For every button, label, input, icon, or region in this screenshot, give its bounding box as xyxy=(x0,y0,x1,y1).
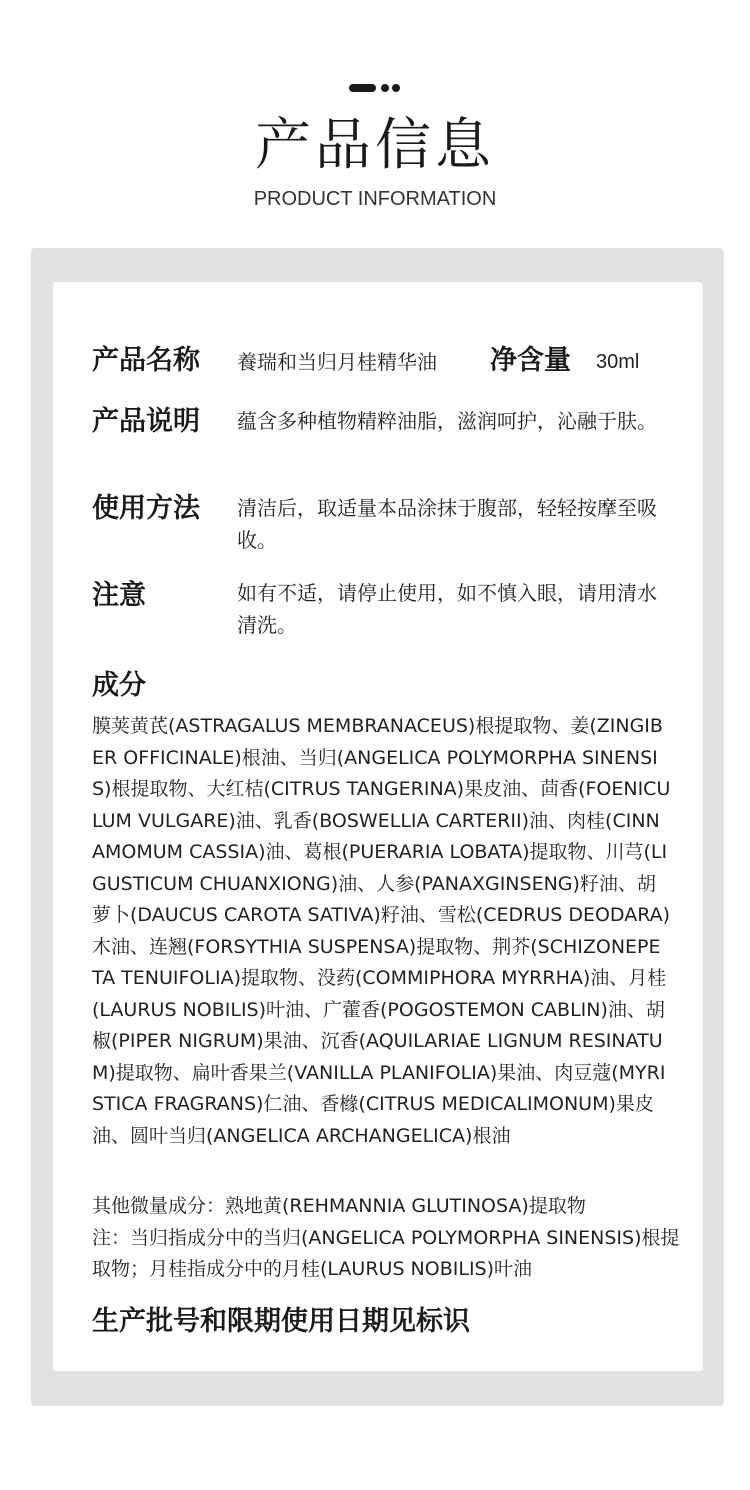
product-description-label: 产品说明 xyxy=(92,406,200,437)
product-description-value: 蕴含多种植物精粹油脂，滋润呵护，沁融于肤。 xyxy=(237,409,657,433)
product-name-value: 養瑞和当归月桂精华油 xyxy=(237,350,437,374)
ingredients-heading: 成分 xyxy=(92,670,146,701)
ingredients-list: 膜荚黄芪(ASTRAGALUS MEMBRANACEUS)根提取物、姜(ZINGIBER OFFICINALE)根油、当归(ANGELICA POLYMORPHA SINENSIS)根提取物、大红桔(CITRUS TANGERINA)果皮油、茴香(FOENICULUM VULGARE)油、乳香(BOSWELLIA CARTERII)油、肉桂(CINNAMOMUM CASSIA)油、葛根(PUERARIA LOBATA)提取物、川芎(LIGUSTICUM CHUANXIONG)油、人参(PANAXGINSENG)籽油、胡萝卜(DAUCUS CAROTA SATIVA)籽油、雪松(CEDRUS DEODARA)木油、连翘(FORSYTHIA SUSPENSA)提取物、荆芥(SCHIZONEPETA TENUIFOLIA)提取物、没药(COMMIPHORA MYRRHA)油、月桂(LAURUS NOBILIS)叶油、广藿香(POGOSTEMON CABLIN)油、胡椒(PIPER NIGRUM)果油、沉香(AQUILARIAE LIGNUM RESINATUM)提取物、扁叶香果兰(VANILLA PLANIFOLIA)果油、肉豆蔻(MYRISTICA FRAGRANS)仁油、香橼(CITRUS MEDICALIMONUM)果皮油、圆叶当归(ANGELICA ARCHANGELICA)根油 xyxy=(92,715,671,1147)
net-volume-value: 30ml xyxy=(596,351,640,373)
decorative-dots xyxy=(349,84,403,93)
dash-bar xyxy=(349,84,376,92)
caution-label: 注意 xyxy=(92,580,146,611)
ingredient-footnote: 注：当归指成分中的当归(ANGELICA POLYMORPHA SINENSIS)根提取物；月桂指成分中的月桂(LAURUS NOBILIS)叶油 xyxy=(92,1226,680,1280)
batch-expiry-note: 生产批号和限期使用日期见标识 xyxy=(92,1306,470,1337)
dot xyxy=(392,84,400,92)
page-title: 产品信息 xyxy=(255,113,495,178)
usage-value: 清洁后，取适量本品涂抹于腹部，轻轻按摩至吸收。 xyxy=(237,496,657,552)
caution-value: 如有不适，请停止使用，如不慎入眼，请用清水清洗。 xyxy=(237,581,657,637)
dot xyxy=(381,84,389,92)
net-volume-label: 净含量 xyxy=(490,345,571,376)
product-name-label: 产品名称 xyxy=(92,345,200,376)
usage-label: 使用方法 xyxy=(92,493,200,524)
page-subtitle: PRODUCT INFORMATION xyxy=(253,188,497,210)
ingredients-notes xyxy=(92,1191,682,1286)
trace-ingredients: 其他微量成分：熟地黄(REHMANNIA GLUTINOSA)提取物 xyxy=(92,1195,586,1217)
